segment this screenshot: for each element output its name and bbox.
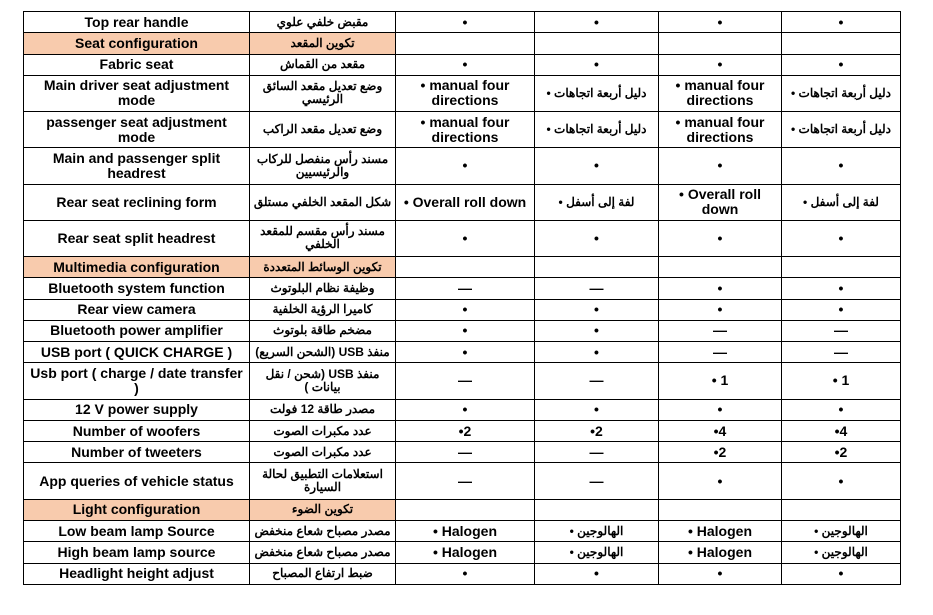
table-row — [24, 12, 901, 33]
feature-name-ar: ضبط ارتفاع المصباح — [250, 563, 396, 584]
value-cell-1: — — [396, 463, 535, 499]
feature-name-en: Rear seat split headrest — [24, 220, 250, 256]
feature-name-ar: وظيفة نظام البلوتوث — [250, 278, 396, 299]
value-cell-4: • — [782, 54, 901, 75]
section-empty-cell — [659, 499, 782, 520]
value-cell-4: •2 — [782, 442, 901, 463]
feature-name-en: Number of tweeters — [24, 442, 250, 463]
value-cell-2: دليل أربعة اتجاهات • — [535, 112, 659, 148]
value-cell-4: الهالوجين • — [782, 542, 901, 563]
table-row — [24, 220, 901, 256]
table-row — [24, 442, 901, 463]
value-cell-1: • — [396, 563, 535, 584]
feature-name-en: USB port ( QUICK CHARGE ) — [24, 342, 250, 363]
feature-name-en: Headlight height adjust — [24, 563, 250, 584]
value-cell-2: — — [535, 278, 659, 299]
value-cell-2: الهالوجين • — [535, 542, 659, 563]
feature-name-en: Usb port ( charge / date transfer ) — [24, 363, 250, 399]
section-empty-cell — [782, 256, 901, 277]
value-cell-4: — — [782, 320, 901, 341]
value-cell-1: • — [396, 299, 535, 320]
table-row — [24, 363, 901, 399]
value-cell-2: دليل أربعة اتجاهات • — [535, 75, 659, 111]
value-cell-3: • Halogen — [659, 520, 782, 541]
value-cell-3: • — [659, 563, 782, 584]
value-cell-4: • — [782, 463, 901, 499]
table-row — [24, 278, 901, 299]
value-cell-1: — — [396, 442, 535, 463]
value-cell-4: لفة إلى أسفل • — [782, 184, 901, 220]
value-cell-1: — — [396, 278, 535, 299]
value-cell-1: • Halogen — [396, 542, 535, 563]
table-row — [24, 299, 901, 320]
section-empty-cell — [782, 499, 901, 520]
table-row — [24, 463, 901, 499]
section-empty-cell — [782, 33, 901, 54]
feature-name-ar: وضع تعديل مقعد الراكب — [250, 112, 396, 148]
table-row — [24, 563, 901, 584]
feature-name-ar: مقعد من القماش — [250, 54, 396, 75]
feature-name-ar: مصدر مصباح شعاع منخفض — [250, 520, 396, 541]
value-cell-4: دليل أربعة اتجاهات • — [782, 112, 901, 148]
section-empty-cell — [396, 499, 535, 520]
table-row — [24, 184, 901, 220]
spec-table-body — [24, 12, 901, 585]
feature-name-en: App queries of vehicle status — [24, 463, 250, 499]
feature-name-ar: شكل المقعد الخلفي مستلق — [250, 184, 396, 220]
feature-name-ar: مصدر مصباح شعاع منخفض — [250, 542, 396, 563]
section-title-ar: تكوين المقعد — [250, 33, 396, 54]
feature-name-en: Rear seat reclining form — [24, 184, 250, 220]
feature-name-ar: منفذ USB (الشحن السريع) — [250, 342, 396, 363]
section-title-ar: تكوين الوسائط المتعددة — [250, 256, 396, 277]
value-cell-3: • — [659, 54, 782, 75]
value-cell-3: • — [659, 278, 782, 299]
value-cell-3: • — [659, 299, 782, 320]
feature-name-en: passenger seat adjustment mode — [24, 112, 250, 148]
value-cell-2: •2 — [535, 420, 659, 441]
value-cell-2: الهالوجين • — [535, 520, 659, 541]
spec-table — [23, 11, 901, 585]
feature-name-ar: مضخم طاقة بلوتوث — [250, 320, 396, 341]
value-cell-4: • — [782, 399, 901, 420]
table-row — [24, 148, 901, 184]
feature-name-ar: مسند رأس مقسم للمقعد الخلفي — [250, 220, 396, 256]
feature-name-en: Rear view camera — [24, 299, 250, 320]
value-cell-3: •2 — [659, 442, 782, 463]
section-empty-cell — [659, 33, 782, 54]
value-cell-4: • — [782, 563, 901, 584]
section-title-ar: تكوين الضوء — [250, 499, 396, 520]
value-cell-3: • manual four directions — [659, 75, 782, 111]
feature-name-ar: كاميرا الرؤية الخلفية — [250, 299, 396, 320]
section-title-en: Multimedia configuration — [24, 256, 250, 277]
feature-name-ar: عدد مكبرات الصوت — [250, 442, 396, 463]
feature-name-en: Main and passenger split headrest — [24, 148, 250, 184]
value-cell-2: • — [535, 342, 659, 363]
section-empty-cell — [396, 256, 535, 277]
value-cell-1: • — [396, 54, 535, 75]
table-row — [24, 420, 901, 441]
section-header-row — [24, 256, 901, 277]
feature-name-ar: عدد مكبرات الصوت — [250, 420, 396, 441]
table-row — [24, 399, 901, 420]
table-row — [24, 542, 901, 563]
value-cell-3: • — [659, 220, 782, 256]
table-row — [24, 320, 901, 341]
value-cell-1: • — [396, 148, 535, 184]
feature-name-en: 12 V power supply — [24, 399, 250, 420]
table-row — [24, 54, 901, 75]
section-title-en: Seat configuration — [24, 33, 250, 54]
feature-name-ar: وضع تعديل مقعد السائق الرئيسي — [250, 75, 396, 111]
value-cell-4: • — [782, 278, 901, 299]
value-cell-4: • — [782, 299, 901, 320]
value-cell-4: الهالوجين • — [782, 520, 901, 541]
value-cell-1: • Overall roll down — [396, 184, 535, 220]
value-cell-2: • — [535, 220, 659, 256]
value-cell-2: • — [535, 320, 659, 341]
value-cell-1: — — [396, 363, 535, 399]
value-cell-3: • — [659, 148, 782, 184]
value-cell-2: • — [535, 12, 659, 33]
feature-name-en: Fabric seat — [24, 54, 250, 75]
table-row — [24, 520, 901, 541]
value-cell-4: • — [782, 148, 901, 184]
feature-name-ar: مسند رأس منفصل للركاب والرئيسيين — [250, 148, 396, 184]
feature-name-ar: منفذ USB (شحن / نقل بيانات ) — [250, 363, 396, 399]
value-cell-1: • — [396, 399, 535, 420]
value-cell-3: • manual four directions — [659, 112, 782, 148]
value-cell-2: • — [535, 299, 659, 320]
section-header-row — [24, 499, 901, 520]
value-cell-4: — — [782, 342, 901, 363]
value-cell-3: • Overall roll down — [659, 184, 782, 220]
feature-name-en: Bluetooth power amplifier — [24, 320, 250, 341]
feature-name-en: Main driver seat adjustment mode — [24, 75, 250, 111]
value-cell-2: • — [535, 54, 659, 75]
value-cell-2: • — [535, 148, 659, 184]
section-title-en: Light configuration — [24, 499, 250, 520]
value-cell-3: — — [659, 342, 782, 363]
value-cell-3: • Halogen — [659, 542, 782, 563]
feature-name-en: High beam lamp source — [24, 542, 250, 563]
value-cell-1: • — [396, 320, 535, 341]
value-cell-1: • — [396, 342, 535, 363]
value-cell-3: • 1 — [659, 363, 782, 399]
value-cell-4: • 1 — [782, 363, 901, 399]
value-cell-2: — — [535, 442, 659, 463]
feature-name-en: Top rear handle — [24, 12, 250, 33]
value-cell-2: — — [535, 363, 659, 399]
value-cell-3: • — [659, 399, 782, 420]
value-cell-4: •4 — [782, 420, 901, 441]
section-empty-cell — [659, 256, 782, 277]
value-cell-2: — — [535, 463, 659, 499]
feature-name-ar: مصدر طاقة 12 فولت — [250, 399, 396, 420]
value-cell-2: لفة إلى أسفل • — [535, 184, 659, 220]
value-cell-1: • — [396, 220, 535, 256]
value-cell-1: • manual four directions — [396, 112, 535, 148]
feature-name-en: Bluetooth system function — [24, 278, 250, 299]
feature-name-ar: استعلامات التطبيق لحالة السيارة — [250, 463, 396, 499]
value-cell-1: •2 — [396, 420, 535, 441]
value-cell-1: • Halogen — [396, 520, 535, 541]
feature-name-ar: مقبض خلفي علوي — [250, 12, 396, 33]
value-cell-2: • — [535, 399, 659, 420]
value-cell-3: — — [659, 320, 782, 341]
value-cell-4: دليل أربعة اتجاهات • — [782, 75, 901, 111]
feature-name-en: Low beam lamp Source — [24, 520, 250, 541]
table-row — [24, 112, 901, 148]
value-cell-3: •4 — [659, 420, 782, 441]
feature-name-en: Number of woofers — [24, 420, 250, 441]
value-cell-1: • manual four directions — [396, 75, 535, 111]
section-empty-cell — [535, 33, 659, 54]
value-cell-3: • — [659, 463, 782, 499]
value-cell-4: • — [782, 12, 901, 33]
value-cell-1: • — [396, 12, 535, 33]
table-row — [24, 342, 901, 363]
table-row — [24, 75, 901, 111]
value-cell-2: • — [535, 563, 659, 584]
section-empty-cell — [396, 33, 535, 54]
section-header-row — [24, 33, 901, 54]
section-empty-cell — [535, 499, 659, 520]
section-empty-cell — [535, 256, 659, 277]
value-cell-4: • — [782, 220, 901, 256]
value-cell-3: • — [659, 12, 782, 33]
